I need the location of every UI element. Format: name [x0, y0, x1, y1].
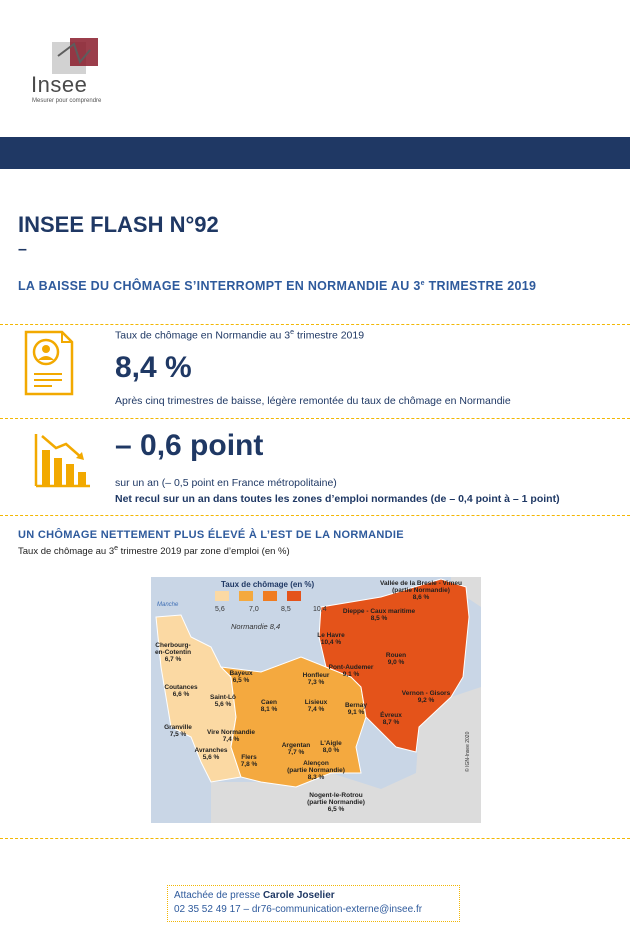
- zone-label: Nogent-le-Rotrou (partie Normandie) 6,5 %: [307, 792, 365, 813]
- logo-tagline: Mesurer pour comprendre: [32, 98, 102, 104]
- divider: [0, 515, 630, 516]
- zone-label: Bernay 9,1 %: [344, 702, 368, 716]
- legend-tick: 10,4: [313, 606, 327, 613]
- zone-label: Vallée de la Bresle - Vimeu (partie Normandie) 8,6 %: [380, 580, 462, 601]
- sea-label: Manche: [157, 602, 179, 608]
- legend-swatch-2: [239, 591, 253, 601]
- zone-label: Argentan 7,7 %: [281, 742, 311, 756]
- kpi2-line2: Net recul sur un an dans toutes les zones d’emploi normandes (de – 0,4 point à – 1 point): [115, 493, 560, 505]
- divider: [0, 324, 630, 325]
- map-copyright: © IGN-Insee 2020: [465, 731, 471, 772]
- normandy-unemployment-map: [151, 577, 481, 823]
- region-label: Normandie 8,4: [231, 622, 281, 631]
- zone-label: Coutances 6,6 %: [164, 684, 198, 698]
- legend-swatch-1: [215, 591, 229, 601]
- zone-label: Lisieux 7,4 %: [304, 699, 328, 713]
- press-contact: [167, 885, 460, 922]
- zone-label: Honfleur 7,3 %: [302, 672, 330, 686]
- zone-label: Vire Normandie 7,4 %: [207, 729, 255, 743]
- page-title: INSEE FLASH N°92: [18, 212, 219, 237]
- divider: [0, 418, 630, 419]
- zone-label: Dieppe - Caux maritime 8,5 %: [342, 608, 416, 622]
- legend-tick: 5,6: [215, 606, 225, 613]
- kpi1-description: Après cinq trimestres de baisse, légère remontée du taux de chômage en Normandie: [115, 395, 511, 407]
- kpi2-value: – 0,6 point: [115, 429, 264, 462]
- zone-label: Saint-Lô 5,6 %: [210, 694, 236, 708]
- header-band: [0, 137, 630, 169]
- declining-bar-chart-icon: [34, 432, 92, 488]
- zone-label: Avranches 5,6 %: [194, 747, 228, 761]
- zone-label: Cherbourg-en-Cotentin 6,7 %: [154, 642, 192, 663]
- zone-label: Vernon - Gisors 9,2 %: [401, 690, 451, 704]
- press-contact-line1: Attachée de presse Carole Joselier: [174, 890, 335, 901]
- zone-label: Évreux 8,7 %: [380, 712, 402, 726]
- zone-label: L'Aigle 8,0 %: [320, 740, 342, 754]
- page-subtitle: LA BAISSE DU CHÔMAGE S’INTERROMPT EN NORMANDIE AU 3e TRIMESTRE 2019: [18, 279, 537, 293]
- kpi1-value: 8,4 %: [115, 351, 192, 384]
- legend-swatch-4: [287, 591, 301, 601]
- section-subtitle: Taux de chômage au 3e trimestre 2019 par zone d’emploi (en %): [18, 545, 290, 558]
- zone-label: Alençon (partie Normandie) 8,3 %: [287, 760, 345, 781]
- zone-label: Granville 7,5 %: [164, 724, 192, 738]
- title-dash: –: [18, 241, 27, 258]
- document-person-icon: [22, 330, 74, 396]
- zone-label: Bayeux 6,5 %: [229, 670, 253, 684]
- press-contact-details[interactable]: 02 35 52 49 17 – dr76-communication-externe@insee.fr: [174, 904, 423, 915]
- press-contact-name: Carole Joselier: [262, 890, 335, 901]
- divider: [0, 838, 630, 839]
- zone-label: Caen 8,1 %: [260, 699, 278, 713]
- zone-label: Le Havre 10,4 %: [317, 632, 345, 646]
- zone-label: Pont-Audemer 9,1 %: [328, 664, 374, 678]
- zone-label: Rouen 9,0 %: [385, 652, 407, 666]
- legend-swatch-3: [263, 591, 277, 601]
- legend-tick: 8,5: [281, 606, 291, 613]
- legend-tick: 7,0: [249, 606, 259, 613]
- legend-title: Taux de chômage (en %): [221, 580, 315, 589]
- kpi2-line1: sur un an (– 0,5 point en France métropolitaine): [115, 477, 337, 489]
- kpi1-label: Taux de chômage en Normandie au 3e trimestre 2019: [115, 329, 365, 342]
- logo-wordmark: Insee: [31, 72, 88, 97]
- section-title: UN CHÔMAGE NETTEMENT PLUS ÉLEVÉ À L’EST DE LA NORMANDIE: [18, 529, 404, 541]
- zone-label: Flers 7,8 %: [240, 754, 258, 768]
